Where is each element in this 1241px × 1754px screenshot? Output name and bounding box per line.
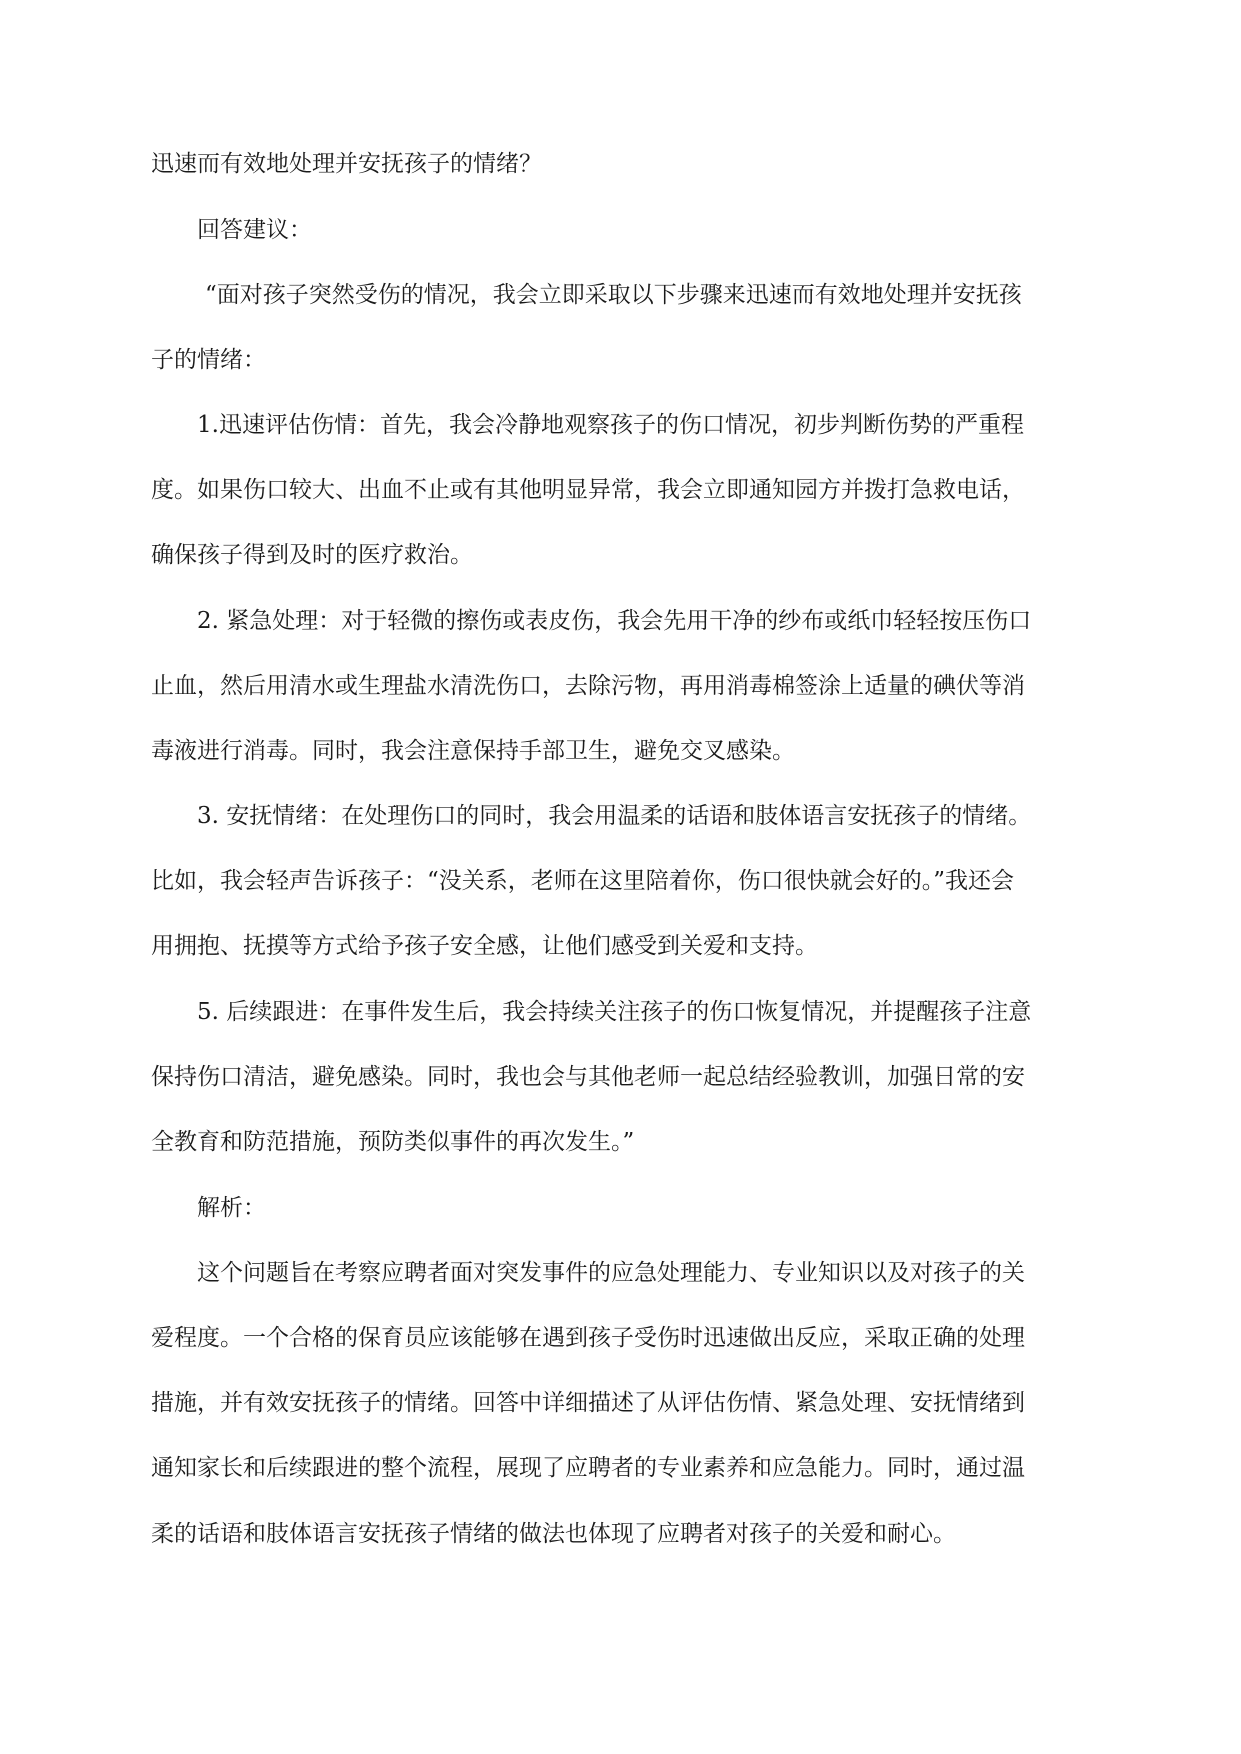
- answer-intro-line-1: “面对孩子突然受伤的情况，我会立即采取以下步骤来迅速而有效地处理并安抚孩: [205, 282, 1022, 308]
- step5-line-3: 全教育和防范措施，预防类似事件的再次发生。”: [151, 1129, 635, 1155]
- analysis-line-1: 这个问题旨在考察应聘者面对突发事件的应急处理能力、专业知识以及对孩子的关: [197, 1260, 1025, 1286]
- analysis-line-4: 通知家长和后续跟进的整个流程，展现了应聘者的专业素养和应急能力。同时，通过温: [151, 1455, 1025, 1481]
- analysis-heading: 解析：: [197, 1195, 266, 1221]
- step2-line-2: 止血，然后用清水或生理盐水清洗伤口，去除污物，再用消毒棉签涂上适量的碘伏等消: [151, 673, 1025, 699]
- step3-line-1: 3. 安抚情绪：在处理伤口的同时，我会用温柔的话语和肢体语言安抚孩子的情绪。: [197, 803, 1032, 829]
- step2-line-1: 2. 紧急处理：对于轻微的擦伤或表皮伤，我会先用干净的纱布或纸巾轻轻按压伤口: [197, 608, 1032, 634]
- step1-line-1: 1.迅速评估伤情：首先，我会冷静地观察孩子的伤口情况，初步判断伤势的严重程: [197, 412, 1024, 438]
- step5-line-2: 保持伤口清洁，避免感染。同时，我也会与其他老师一起总结经验教训，加强日常的安: [151, 1064, 1025, 1090]
- step3-line-2: 比如，我会轻声告诉孩子：“没关系，老师在这里陪着你，伤口很快就会好的。”我还会: [151, 868, 1015, 894]
- step3-line-3: 用拥抱、抚摸等方式给予孩子安全感，让他们感受到关爱和支持。: [151, 933, 818, 959]
- step1-line-2: 度。如果伤口较大、出血不止或有其他明显异常，我会立即通知园方并拨打急救电话，: [151, 477, 1025, 503]
- analysis-line-5: 柔的话语和肢体语言安抚孩子情绪的做法也体现了应聘者对孩子的关爱和耐心。: [151, 1521, 956, 1547]
- question-tail: 迅速而有效地处理并安抚孩子的情绪？: [151, 151, 542, 177]
- analysis-line-3: 措施，并有效安抚孩子的情绪。回答中详细描述了从评估伤情、紧急处理、安抚情绪到: [151, 1390, 1025, 1416]
- analysis-line-2: 爱程度。一个合格的保育员应该能够在遇到孩子受伤时迅速做出反应，采取正确的处理: [151, 1325, 1025, 1351]
- answer-intro-line-2: 子的情绪：: [151, 347, 266, 373]
- step2-line-3: 毒液进行消毒。同时，我会注意保持手部卫生，避免交叉感染。: [151, 738, 795, 764]
- step5-line-1: 5. 后续跟进：在事件发生后，我会持续关注孩子的伤口恢复情况，并提醒孩子注意: [197, 999, 1032, 1025]
- step1-line-3: 确保孩子得到及时的医疗救治。: [151, 542, 473, 568]
- answer-heading: 回答建议：: [197, 217, 312, 243]
